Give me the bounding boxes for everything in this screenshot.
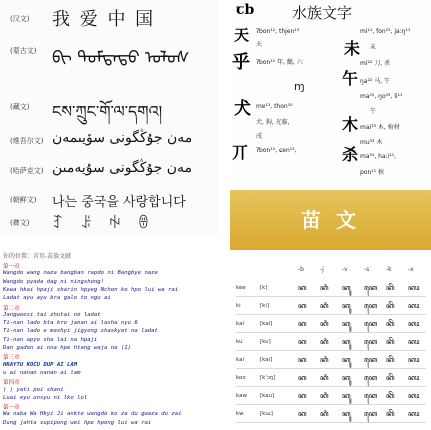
row-ipa: [k]	[260, 285, 268, 291]
romanization: 天	[256, 41, 263, 48]
lang-label: (维吾尔文)	[10, 137, 44, 145]
scripts-panel	[0, 0, 218, 236]
miao-glyph-cell: ꦏꦴ	[408, 338, 420, 346]
text-line: u ai nanan nanan ai lam	[3, 369, 81, 376]
script-row-yi	[0, 208, 218, 236]
row-label: kai	[236, 321, 244, 327]
romanization: mai³³ 木, 棺材	[360, 124, 400, 131]
miao-glyph-cell: ꦏꦼ	[386, 338, 395, 346]
miao-glyph-cell: ꦏꦸ	[342, 302, 351, 310]
shui-glyph: 杀	[342, 145, 359, 164]
miao-glyph-cell: ꦏꦴ	[408, 392, 420, 400]
text-line: Kewa hkai hpaji sharin hpyeg Nchon ko hpo lui wa rai	[3, 286, 179, 293]
row-divider	[236, 350, 426, 351]
text-line: Ti-nan lado e mashyi jigyong shaskyat na ladat	[3, 328, 158, 335]
text-line: HKAYTU KOCU DUP AI LAM	[3, 361, 78, 368]
romanization: mi¹¹, fon¹³, ja:ŋ¹¹	[360, 28, 411, 35]
miao-glyph-cell: ꦏꦸ	[342, 284, 351, 292]
column-header: -x	[408, 266, 414, 273]
script-text: 我 爱 中 国	[52, 9, 156, 30]
miao-glyph-cell: ꦏ	[298, 284, 307, 292]
row-ipa: [k'ɔŋ]	[260, 375, 276, 381]
lang-label: (朝鲜文)	[10, 196, 37, 204]
shui-glyph: 犬	[234, 99, 251, 119]
romanization: ma⁵⁵, ŋo³³, li¹¹	[360, 93, 403, 100]
miao-glyph-cell: ꦏꦼ	[386, 284, 395, 292]
shui-glyph: 未	[344, 39, 361, 58]
miao-glyph-cell: ꦏꦼ	[386, 356, 395, 364]
script-text: مەن جۇڭگونى سۇيەمىن	[52, 160, 193, 176]
miao-glyph-cell: ꦏꦴ	[408, 356, 420, 364]
romanization: mi²² 刀, 杀	[360, 60, 391, 67]
miao-glyph-cell: ꦏꦶ	[320, 338, 329, 346]
row-label: kw	[236, 411, 244, 417]
miao-glyph-cell: ꦏꦴ	[408, 320, 420, 328]
miao-script-panel	[230, 190, 431, 430]
column-header: -k	[386, 266, 392, 273]
text-line: ( ) yati poi shani	[3, 386, 64, 393]
column-header: -j	[320, 266, 324, 273]
shui-glyph: 午	[342, 69, 359, 88]
miao-glyph-cell: ꦏꦶ	[320, 356, 329, 364]
shui-script-panel	[230, 0, 431, 180]
row-label: kee	[236, 285, 246, 291]
miao-glyph-cell: ꦏꦶ	[320, 410, 329, 418]
romanization: pon¹¹ 棺	[360, 169, 385, 176]
text-line: Wa naba Wa Hkyi Ji ankte wangdo ko za du gwaza du zai	[3, 411, 182, 418]
script-text: ꆈ ꌠ ꑭ ꇩ	[52, 214, 156, 232]
text-line: Wangdo pyada dag ni ningshong!	[3, 278, 105, 285]
row-divider	[236, 386, 426, 387]
miao-glyph-cell: ꦏꦸ	[342, 374, 351, 382]
romanization: ʔbon¹¹, thjen¹³	[256, 28, 300, 35]
romanization: ʔbon¹¹ 年, 鵝, 六	[256, 59, 303, 66]
miao-glyph-cell: ꦏꦸ	[342, 410, 351, 418]
row-divider	[236, 296, 426, 297]
text-line: Luai eyu unsyu ni lko lol	[3, 394, 88, 401]
shui-glyph: 乎	[232, 52, 250, 73]
miao-glyph-cell: ꦏꦺ	[364, 356, 378, 364]
miao-glyph-cell: ꦏꦺ	[364, 392, 378, 400]
row-ipa: [ku]	[260, 339, 271, 345]
miao-glyph-cell: ꦏꦶ	[320, 320, 329, 328]
miao-glyph-cell: ꦏ	[298, 356, 307, 364]
miao-glyph-cell: ꦏꦺ	[364, 284, 378, 292]
column-header: -b	[298, 266, 304, 273]
romanization: 未	[370, 44, 377, 51]
row-ipa: [kai]	[260, 357, 273, 363]
miao-glyph-cell: ꦏꦼ	[386, 392, 395, 400]
miao-glyph-cell: ꦏꦼ	[386, 320, 395, 328]
shui-glyph: 木	[342, 115, 359, 134]
lang-label: (蒙古文)	[10, 47, 37, 55]
row-label: ku	[236, 339, 243, 345]
miao-glyph-cell: ꦏꦸ	[342, 320, 351, 328]
row-divider	[236, 314, 426, 315]
miao-glyph-cell: ꦏ	[298, 410, 307, 418]
script-text: ངས་ཀྲུང་གོ་ལ་དགའ།	[52, 102, 163, 121]
miao-glyph-cell: ꦏꦶ	[320, 374, 329, 382]
breadcrumb: 你的位置：首页-苗族文献	[3, 253, 72, 260]
romanization: 午	[370, 108, 377, 115]
chapter-heading: 第二章	[3, 305, 20, 312]
miao-glyph-cell: ꦏꦶ	[320, 392, 329, 400]
row-label: ki	[236, 303, 241, 309]
miao-glyph-cell: ꦏ	[298, 302, 307, 310]
shui-glyph: ꞇb	[236, 2, 255, 18]
title-banner	[230, 190, 431, 250]
chapter-heading: 第四章	[3, 380, 20, 387]
row-divider	[236, 404, 426, 405]
script-text: ᠪᠢ ᠳᠤᠮᠳᠠᠳᠤ ᠤᠯᠤᠰ	[52, 48, 190, 68]
row-label: kai	[236, 357, 244, 363]
miao-glyph-cell: ꦏꦴ	[408, 302, 420, 310]
romanization: ʔbon¹¹, ɕen¹³,	[256, 147, 297, 154]
shui-glyph: 丌	[232, 143, 249, 162]
text-line: Dan gadon ai nna hpe htang waja na (1)	[3, 345, 131, 351]
row-divider	[236, 422, 426, 423]
row-ipa: [kau]	[260, 393, 275, 399]
script-row-tibetan	[0, 92, 218, 120]
miao-glyph-cell: ꦏꦴ	[408, 410, 420, 418]
row-divider	[236, 332, 426, 333]
script-row-kazakh	[0, 156, 218, 184]
lang-label: (彝文)	[10, 219, 30, 227]
romanization: mɐ¹³, thon⁵⁵	[256, 103, 293, 110]
miao-glyph-cell: ꦏꦺ	[364, 374, 378, 382]
chapter-heading: 第一章	[3, 264, 20, 270]
text-line: Ladat ayu ayu bra galo to ngu ai	[3, 295, 111, 302]
text-document-panel	[0, 246, 218, 430]
lang-label: (汉文)	[10, 15, 30, 23]
miao-glyph-cell: ꦏ	[298, 320, 307, 328]
row-label: kaw	[236, 393, 247, 399]
text-line: Jangwoosi tai zhutai no ladat	[3, 311, 101, 318]
miao-glyph-cell: ꦏꦼ	[386, 410, 395, 418]
row-ipa: [kai]	[260, 321, 273, 327]
miao-glyph-cell: ꦏꦸ	[342, 338, 351, 346]
romanization: 犬, 狗, 光临,	[256, 119, 290, 126]
script-row-han	[0, 4, 218, 32]
panel-title: 苗 文	[301, 208, 360, 232]
panel-title: 水族文字	[292, 4, 353, 22]
lang-label: (哈萨克文)	[10, 167, 44, 175]
chapter-heading: 第三章	[3, 355, 20, 362]
romanization: ŋa²² 马, 午	[360, 78, 391, 85]
romanization: ma⁵⁵, ha:i¹¹,	[360, 153, 397, 160]
romanization: mu³³ 木	[360, 139, 383, 146]
row-label: koo	[236, 375, 246, 381]
script-row-uyghur	[0, 126, 218, 154]
text-line: Ti-nan lado bta kro janan ai lasha nyu 6	[3, 320, 138, 327]
script-text: 나는 중국을 사랑합니다	[52, 195, 186, 210]
text-line: Dung jahta supipong wei hpe hpong lui wa rai	[3, 419, 152, 426]
miao-glyph-cell: ꦏꦴ	[408, 374, 420, 382]
row-ipa: [kɯ]	[260, 411, 273, 417]
script-row-mongolian	[0, 36, 218, 88]
shui-glyph: 天	[234, 26, 250, 44]
miao-glyph-cell: ꦏ	[298, 392, 307, 400]
miao-glyph-cell: ꦏꦼ	[386, 374, 395, 382]
miao-glyph-cell: ꦏꦶ	[320, 284, 329, 292]
miao-glyph-cell: ꦏꦺ	[364, 410, 378, 418]
row-ipa: [ki]	[260, 303, 270, 309]
lang-label: (藏文)	[10, 103, 30, 111]
romanization: 戌	[256, 133, 263, 140]
text-line: Ti-nan apyo sha lai na hpaji	[3, 336, 98, 343]
miao-glyph-cell: ꦏꦸ	[342, 392, 351, 400]
miao-glyph-cell: ꦏꦼ	[386, 302, 395, 310]
romanization: ɱ	[294, 80, 305, 93]
script-text: مەن جۇڭگونى سۆيىمەن	[52, 130, 193, 146]
miao-glyph-cell: ꦏꦺ	[364, 320, 378, 328]
miao-glyph-cell: ꦏꦺ	[364, 338, 378, 346]
miao-glyph-cell: ꦏꦺ	[364, 302, 378, 310]
text-line: Wangdo wang naza bangban rapdo ni Bangbye naze	[3, 270, 158, 277]
miao-glyph-cell: ꦏ	[298, 338, 307, 346]
miao-glyph-cell: ꦏꦴ	[408, 284, 420, 292]
row-divider	[236, 368, 426, 369]
column-header: -s	[364, 266, 370, 273]
miao-glyph-cell: ꦏꦶ	[320, 302, 329, 310]
miao-glyph-cell: ꦏꦸ	[342, 356, 351, 364]
column-header: -v	[342, 266, 348, 273]
miao-glyph-cell: ꦏ	[298, 374, 307, 382]
chapter-heading: 第一章	[3, 405, 20, 412]
